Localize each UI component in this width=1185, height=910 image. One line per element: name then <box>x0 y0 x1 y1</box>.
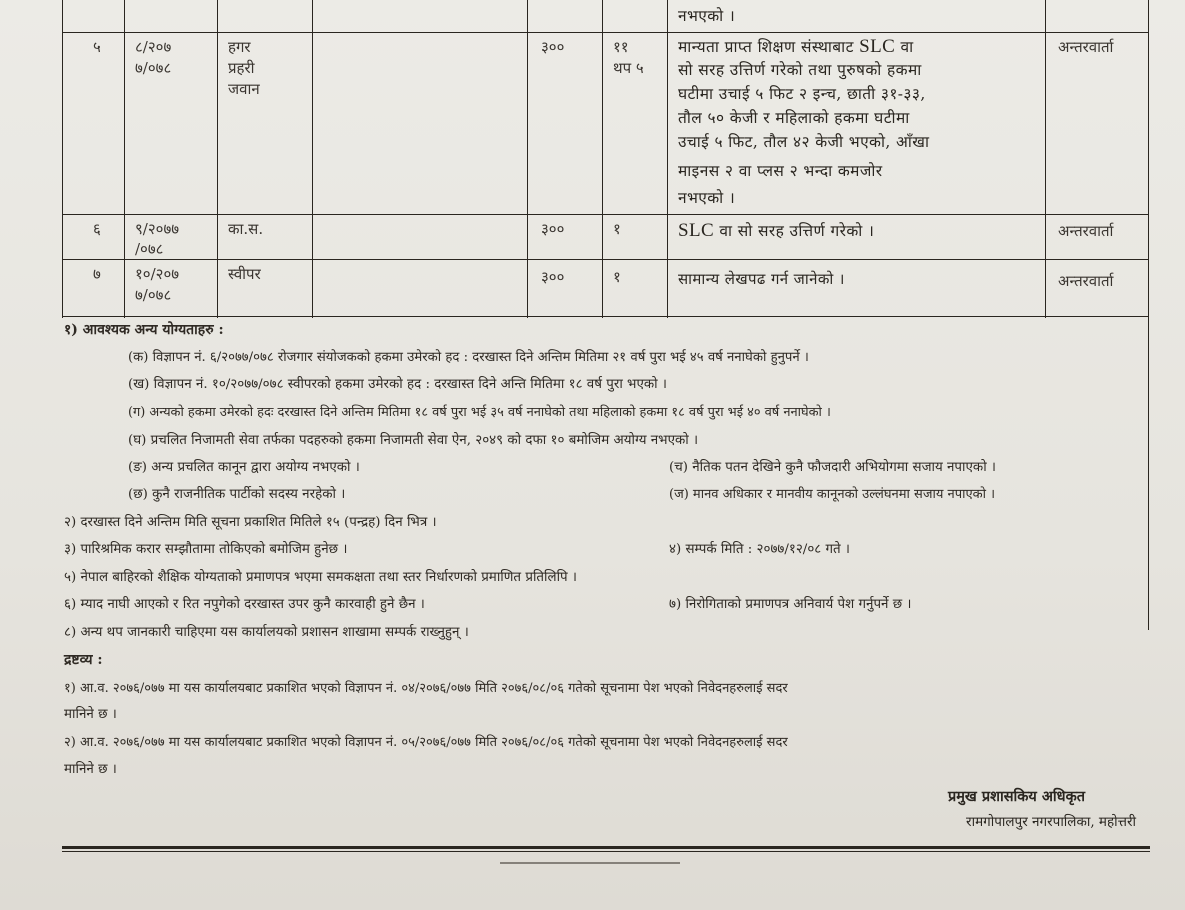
slc-abbrev: SLC <box>859 36 896 57</box>
row5-count-line2: थप ५ <box>613 59 644 77</box>
row5-serial: ५ <box>93 38 101 56</box>
row7-serial: ७ <box>93 265 101 283</box>
signatory-office: रामगोपालपुर नगरपालिका, महोत्तरी <box>966 814 1136 830</box>
note-gha: (घ) प्रचलित निजामती सेवा तर्फका पदहरुको हकमा निजामती सेवा ऐन, २०४९ को दफा १० बमोजिम अयोग्य नभएको । <box>128 433 699 448</box>
row7-qualification: सामान्य लेखपढ गर्न जानेको । <box>678 270 845 288</box>
col-divider <box>124 0 125 318</box>
row6-adv-line1: ९/२०७७ <box>135 220 180 238</box>
row5-exam: अन्तरवार्ता <box>1058 38 1114 56</box>
note-ja: (ज) मानव अधिकार र मानवीय कानूनको उल्लंघनमा सजाय नपाएको । <box>669 487 996 502</box>
row7-count: १ <box>613 268 621 286</box>
note-3: ३) पारिश्रमिक करार सम्झौतामा तोकिएको बमोजिम हुनेछ । <box>64 542 348 557</box>
row5-qualification-line4: तौल ५० केजी र महिलाको हकमा घटीमा <box>678 109 910 127</box>
vacancy-table <box>0 0 1150 318</box>
note-7: ७) निरोगिताको प्रमाणपत्र अनिवार्य पेश गर्नुपर्ने छ । <box>669 597 912 612</box>
signatory-title: प्रमुख प्रशासकिय अधिकृत <box>948 788 1085 805</box>
note-kha: (ख) विज्ञापन नं. १०/२०७७/०७८ स्वीपरको हकमा उमेरको हद : दरखास्त दिने अन्ति मितिमा १८ वर्ष पुरा भएको । <box>128 377 667 392</box>
row7-adv-line2: ७/०७८ <box>135 286 172 304</box>
row5-post-line2: प्रहरी <box>228 59 255 77</box>
row5-qualification-line7: नभएको । <box>678 189 736 207</box>
frame-border-right <box>1148 0 1149 630</box>
row6-salary: ३०० <box>541 220 565 238</box>
attention-1-line2: मानिने छ । <box>64 707 117 722</box>
footer-rule-thick <box>62 846 1150 849</box>
row5-adv-line2: ७/०७८ <box>135 59 172 77</box>
slc-abbrev: SLC <box>678 220 715 241</box>
row7-adv-line1: १०/२०७ <box>135 265 180 283</box>
col-divider <box>217 0 218 318</box>
table-border-left <box>62 0 63 318</box>
row5-post-line1: हगर <box>228 38 251 56</box>
note-cha: (च) नैतिक पतन देखिने कुनै फौजदारी अभियोगमा सजाय नपाएको । <box>669 460 996 475</box>
row7-salary: ३०० <box>541 268 565 286</box>
col-divider <box>602 0 603 318</box>
row5-qualification-line3: घटीमा उचाई ५ फिट २ इन्च, छाती ३१-३३, <box>678 85 926 103</box>
row7-exam: अन्तरवार्ता <box>1058 272 1114 290</box>
note-4-contact-date: ४) सम्पर्क मिति : २०७७/१२/०८ गते । <box>669 542 851 557</box>
col-divider <box>667 0 668 318</box>
attention-2-line1: २) आ.व. २०७६/०७७ मा यस कार्यालयबाट प्रकाशित भएको विज्ञापन नं. ०५/२०७६/०७७ मिति २०७६/०८/०६ गतेको सूचनामा पेश भएको निवेदनहरुलाई सदर <box>64 735 788 750</box>
row-divider <box>62 214 1149 215</box>
col-divider <box>312 0 313 318</box>
footer-rule-fragment <box>500 862 680 864</box>
row6-qualification: SLC वा सो सरह उत्तिर्ण गरेको । <box>678 220 875 241</box>
note-2: २) दरखास्त दिने अन्तिम मिति सूचना प्रकाशित मितिले १५ (पन्द्रह) दिन भित्र । <box>64 515 437 530</box>
note-8: ८) अन्य थप जानकारी चाहिएमा यस कार्यालयको प्रशासन शाखामा सम्पर्क राख्नुहुन् । <box>64 625 469 640</box>
footer-rule-thin <box>62 851 1150 852</box>
row5-count-line1: ११ <box>613 38 629 56</box>
attention-heading: द्रष्टव्य : <box>64 652 103 668</box>
row5-qualification-line5: उचाई ५ फिट, तौल ४२ केजी भएको, आँखा <box>678 133 930 151</box>
note-ga: (ग) अन्यको हकमा उमेरको हदः दरखास्त दिने अन्तिम मितिमा १८ वर्ष पुरा भई ३५ वर्ष ननाघेको तथा महिलाको हकमा १८ वर्ष पुरा भई ४० वर्ष ननाघेको । <box>128 405 831 420</box>
row6-post: का.स. <box>228 220 264 238</box>
row5-salary: ३०० <box>541 38 565 56</box>
row5-qualification-line2: सो सरह उत्तिर्ण गरेको तथा पुरुषको हकमा <box>678 61 922 79</box>
row6-count: १ <box>613 220 621 238</box>
col-divider <box>1045 0 1046 318</box>
row5-qualification-line6: माइनस २ वा प्लस २ भन्दा कमजोर <box>678 162 883 180</box>
row6-serial: ६ <box>93 220 101 238</box>
note-chha: (छ) कुनै राजनीतिक पार्टीको सदस्य नरहेको । <box>128 487 346 502</box>
attention-1-line1: १) आ.व. २०७६/०७७ मा यस कार्यालयबाट प्रकाशित भएको विज्ञापन नं. ०४/२०७६/०७७ मिति २०७६/०८/०६ गतेको सूचनामा पेश भएको निवेदनहरुलाई सदर <box>64 681 788 696</box>
requirements-heading: १) आवश्यक अन्य योग्यताहरु : <box>64 322 224 338</box>
col-divider <box>527 0 528 318</box>
note-nga: (ङ) अन्य प्रचलित कानून द्वारा अयोग्य नभएको । <box>128 460 360 475</box>
row-divider <box>62 316 1149 317</box>
row5-qualification-line1: मान्यता प्राप्त शिक्षण संस्थाबाट SLC वा <box>678 36 914 57</box>
note-5: ५) नेपाल बाहिरको शैक्षिक योग्यताको प्रमाणपत्र भएमा समकक्षता तथा स्तर निर्धारणको प्रमाणित प्रतिलिपि । <box>64 570 577 585</box>
note-6: ६) म्याद नाघी आएको र रित नपुगेको दरखास्त उपर कुनै कारवाही हुने छैन । <box>64 597 425 612</box>
attention-2-line2: मानिने छ । <box>64 762 117 777</box>
table-fragment-text: नभएको । <box>678 7 736 25</box>
row-divider <box>62 32 1149 33</box>
row6-exam: अन्तरवार्ता <box>1058 222 1114 240</box>
note-ka: (क) विज्ञापन नं. ६/२०७७/०७८ रोजगार संयोजकको हकमा उमेरको हद : दरखास्त दिने अन्तिम मितिमा २१ वर्ष पुरा भई ४५ वर्ष ननाघेको हुनुपर्ने । <box>128 350 809 365</box>
row5-adv-line1: ८/२०७ <box>135 38 172 56</box>
row7-post: स्वीपर <box>228 265 261 283</box>
row-divider <box>62 259 1149 260</box>
row6-adv-line2: /०७८ <box>135 240 164 258</box>
row5-post-line3: जवान <box>228 80 260 98</box>
